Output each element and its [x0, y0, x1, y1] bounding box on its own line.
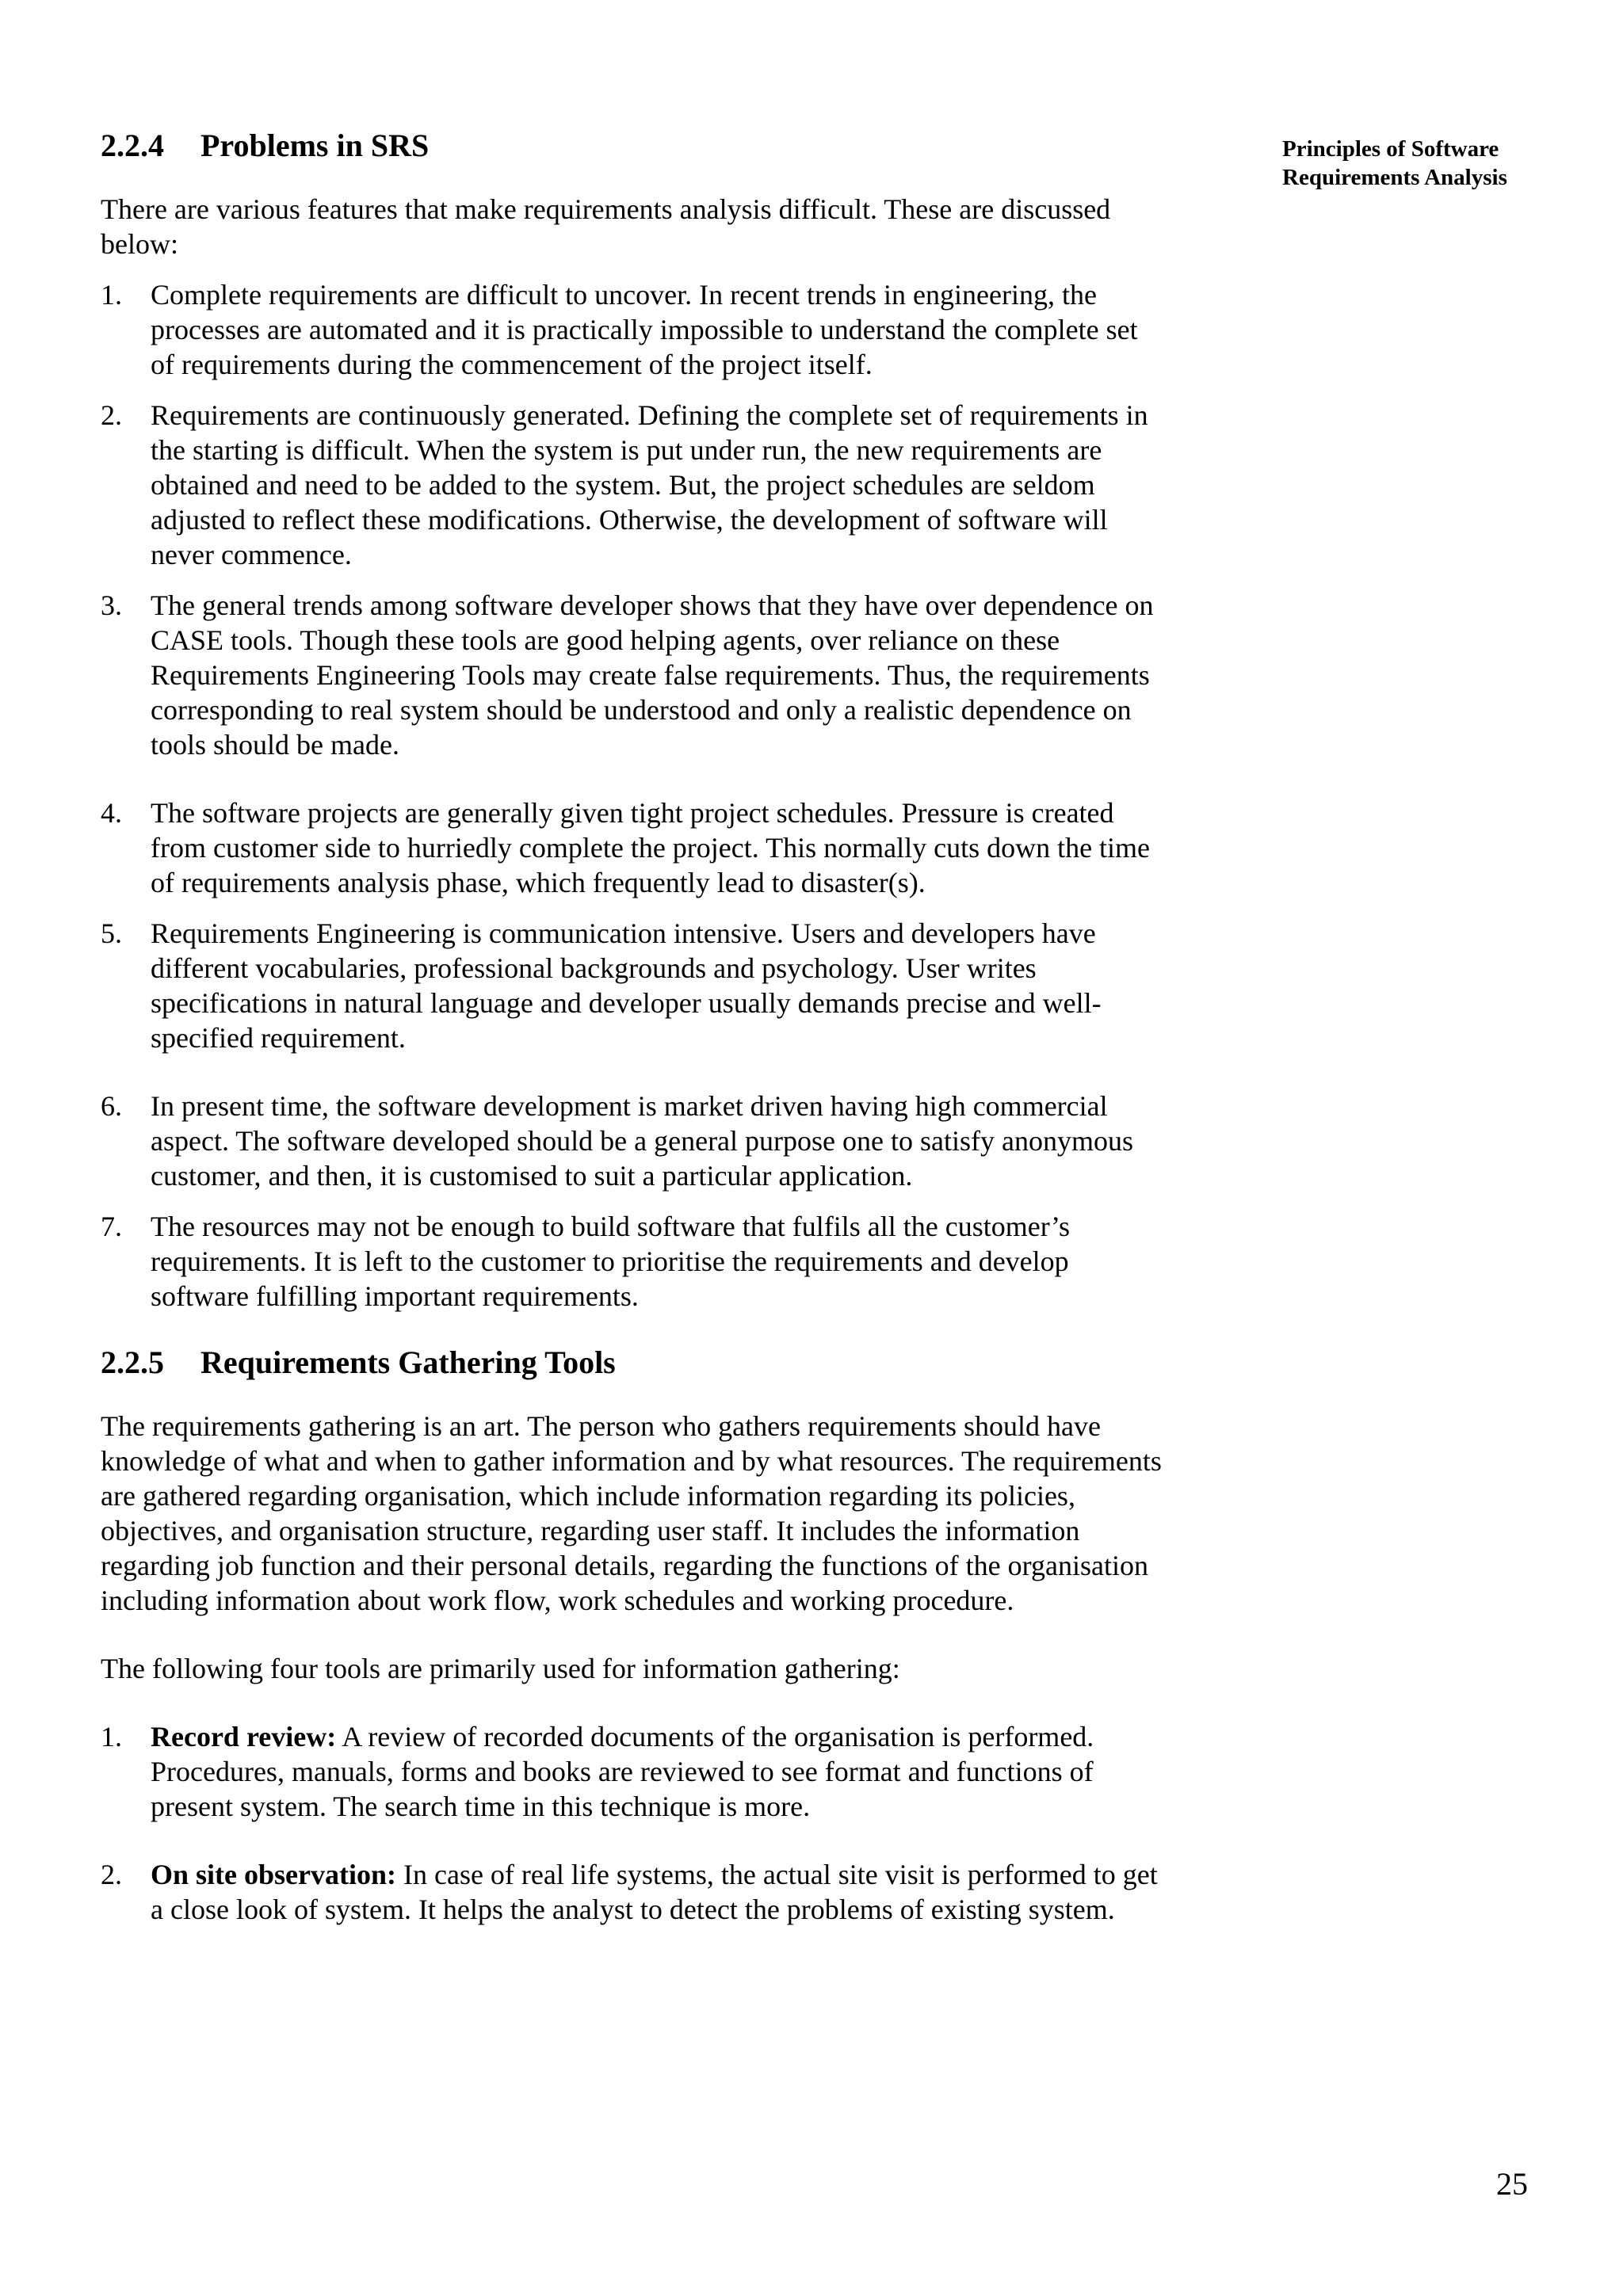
section-heading-2-2-4 [101, 127, 1163, 165]
paragraph: The requirements gathering is an art. The person who gathers requirements should have knowledge of what and when to gather information and by what resources. The requirements are gathered regarding organisation, which include information regarding its policies, objectives, and organisation structure, regarding user staff. It includes the information regarding job function and their personal details, regarding the functions of the organisation including information about work flow, work schedules and working procedure. [101, 1410, 1162, 1616]
list-item [101, 1719, 1163, 1824]
page-number: 25 [1496, 2166, 1528, 2202]
list-text: Requirements Engineering is communication intensive. Users and developers have different vocabularies, professional backgrounds and psychology. User writes specifications in natural language and developer usually demands precise and well-specified requirement. [151, 917, 1102, 1054]
list-text: The resources may not be enough to build software that fulfils all the customer’s requirements. It is left to the customer to prioritise the requirements and develop software fulfilling important requirements. [151, 1211, 1071, 1312]
list-text: Requirements are continuously generated. Defining the complete set of requirements in the starting is difficult. When the system is put under run, the new requirements are obtained and need to be added to the system. But, the project schedules are seldom adjusted to reflect these modifications. Otherwise, the development of software will never commence. [151, 399, 1148, 570]
section-number: 2.2.4 [101, 128, 164, 163]
list-item [101, 795, 1163, 900]
list-number: 3. [101, 589, 122, 621]
list-text [151, 1857, 1163, 1927]
list-number: 4. [101, 797, 122, 829]
list-number: 1. [101, 1721, 122, 1753]
list-text: In present time, the software development is market driven having high commercial aspect. The software developed should be a general purpose one to satisfy anonymous customer, and then, it is customised to suit a particular application. [151, 1090, 1133, 1192]
main-content [101, 127, 1163, 1927]
list-description: In case of real life systems, the actual site visit is performed to get a close look of system. It helps the analyst to detect the problems of existing system. [151, 1859, 1158, 1925]
list-item [101, 1857, 1163, 1927]
list-number: 5. [101, 917, 122, 949]
section-intro: There are various features that make requirements analysis difficult. These are discussed below: [101, 193, 1111, 260]
running-header-line-1: Principles of Software [1282, 136, 1499, 162]
list-description: A review of recorded documents of the organisation is performed. Procedures, manuals, forms and books are reviewed to see format and functions of present system. The search time in this technique is more. [151, 1721, 1094, 1822]
list-item [101, 398, 1163, 572]
list-text [151, 1719, 1163, 1824]
running-header [1282, 135, 1544, 192]
section-title: Problems in SRS [200, 128, 430, 163]
list-text: The software projects are generally given tight project schedules. Pressure is created from customer side to hurriedly complete the project. This normally cuts down the time of requirements analysis phase, which frequently lead to disaster(s). [151, 797, 1151, 898]
list-item [101, 1089, 1163, 1193]
list-item [101, 588, 1163, 762]
section-heading-2-2-5 [101, 1344, 1163, 1382]
list-number: 7. [101, 1211, 122, 1242]
list-text: Complete requirements are difficult to uncover. In recent trends in engineering, the processes are automated and it is practically impossible to understand the complete set of requirements during the commencement of the project itself. [151, 279, 1138, 380]
list-text: The general trends among software developer shows that they have over dependence on CASE tools. Though these tools are good helping agents, over reliance on these Requirements Engineering Tools may create false requirements. Thus, the requirements corresponding to real system should be understood and only a realistic dependence on tools should be made. [151, 589, 1154, 761]
list-term: On site observation: [151, 1859, 396, 1890]
list-item [101, 1209, 1163, 1314]
list-item [101, 277, 1163, 382]
list-term: Record review: [151, 1721, 337, 1753]
section-number: 2.2.5 [101, 1344, 164, 1380]
list-item [101, 916, 1163, 1055]
list-number: 6. [101, 1090, 122, 1122]
list-number: 1. [101, 279, 122, 311]
section-title: Requirements Gathering Tools [200, 1344, 616, 1380]
list-number: 2. [101, 399, 122, 431]
paragraph: The following four tools are primarily used for information gathering: [101, 1653, 900, 1684]
running-header-line-2: Requirements Analysis [1282, 165, 1507, 190]
list-number: 2. [101, 1859, 122, 1890]
